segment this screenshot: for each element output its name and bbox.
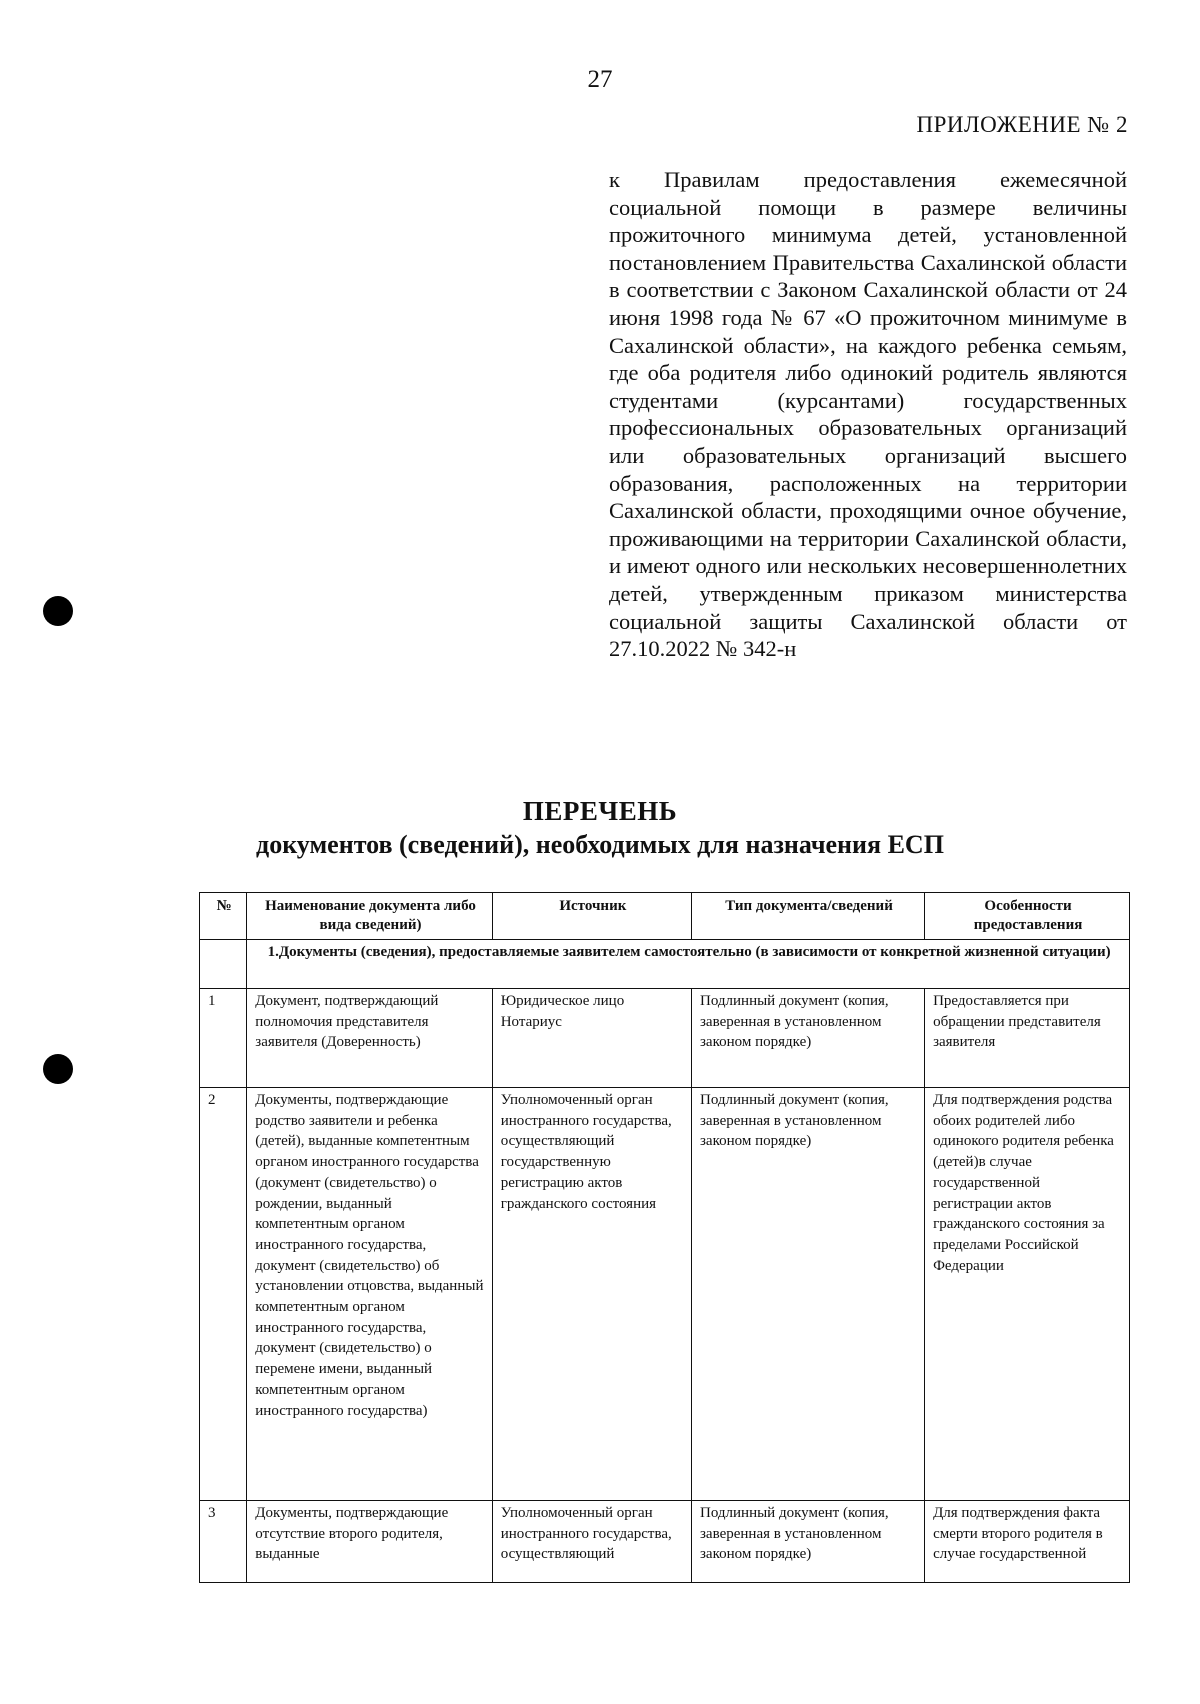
document-subtitle: документов (сведений), необходимых для назначения ЕСП bbox=[256, 830, 944, 859]
cell-type: Подлинный документ (копия, заверенная в установленном законом порядке) bbox=[692, 1088, 925, 1501]
header-source: Источник bbox=[492, 893, 691, 940]
cell-num: 2 bbox=[200, 1088, 247, 1501]
preamble-text: к Правилам предоставления ежемесячной социальной помощи в размере величины прожиточного минимума детей, установленной постановлением Правительства Сахалинской области в соответствии с Законом Сахалинской области от 24 июня 1998 года № 67 «О прожиточном минимуме в Сахалинской области», на каждого ребенка семьям, где оба родителя либо одинокий родитель являются студентами (курсантами) государственных профессиональных образовательных организаций или образовательных организаций высшего образования, расположенных на территории Сахалинской области, проходящими очное обучение, проживающими на территории Сахалинской области, и имеют одного или нескольких несовершеннолетних детей, утвержденным приказом министерства социальной защиты Сахалинской области от 27.10.2022 № 342-н bbox=[609, 167, 1127, 662]
cell-name: Документы, подтверждающие родство заявители и ребенка (детей), выданные компетентным органом иностранного государства (документ (свидетельство) о рождении, выданный компетентным органом иностранного государства, документ (свидетельство) об установлении отцовства, выданный компетентным органом иностранного государства, документ (свидетельство) о перемене имени, выданный компетентным органом иностранного государства) bbox=[247, 1088, 492, 1501]
cell-notes: Для подтверждения факта смерти второго родителя в случае государственной bbox=[925, 1501, 1130, 1583]
header-notes: Особенности предоставления bbox=[925, 893, 1130, 940]
section-empty-cell bbox=[200, 940, 247, 989]
cell-type: Подлинный документ (копия, заверенная в установленном законом порядке) bbox=[692, 1501, 925, 1583]
page-number: 27 bbox=[587, 66, 613, 93]
cell-notes: Для подтверждения родства обоих родителей либо одинокого родителя ребенка (детей)в случае государственной регистрации актов гражданского состояния за пределами Российской Федерации bbox=[925, 1088, 1130, 1501]
section-title: 1.Документы (сведения), предоставляемые заявителем самостоятельно (в зависимости от конкретной жизненной ситуации) bbox=[247, 940, 1130, 989]
document-title: ПЕРЕЧЕНЬ bbox=[522, 796, 678, 826]
table-row bbox=[200, 1088, 1130, 1501]
appendix-title: ПРИЛОЖЕНИЕ № 2 bbox=[916, 112, 1128, 137]
cell-type: Подлинный документ (копия, заверенная в установленном законом порядке) bbox=[692, 989, 925, 1088]
cell-source: Юридическое лицо Нотариус bbox=[492, 989, 691, 1088]
cell-name: Документы, подтверждающие отсутствие второго родителя, выданные bbox=[247, 1501, 492, 1583]
cell-num: 1 bbox=[200, 989, 247, 1088]
cell-num: 3 bbox=[200, 1501, 247, 1583]
header-type: Тип документа/сведений bbox=[692, 893, 925, 940]
cell-source: Уполномоченный орган иностранного государства, осуществляющий государственную регистрацию актов гражданского состояния bbox=[492, 1088, 691, 1501]
cell-source: Уполномоченный орган иностранного государства, осуществляющий bbox=[492, 1501, 691, 1583]
documents-table bbox=[199, 892, 1130, 1583]
table-row bbox=[200, 1501, 1130, 1583]
cell-notes: Предоставляется при обращении представителя заявителя bbox=[925, 989, 1130, 1088]
table-row bbox=[200, 989, 1130, 1088]
table-section-row bbox=[200, 940, 1130, 989]
header-name: Наименование документа либо вида сведений) bbox=[247, 893, 492, 940]
punch-hole-mark bbox=[43, 1054, 73, 1084]
punch-hole-mark bbox=[43, 596, 73, 626]
header-num: № bbox=[200, 893, 247, 940]
cell-name: Документ, подтверждающий полномочия представителя заявителя (Доверенность) bbox=[247, 989, 492, 1088]
table-header-row bbox=[200, 893, 1130, 940]
